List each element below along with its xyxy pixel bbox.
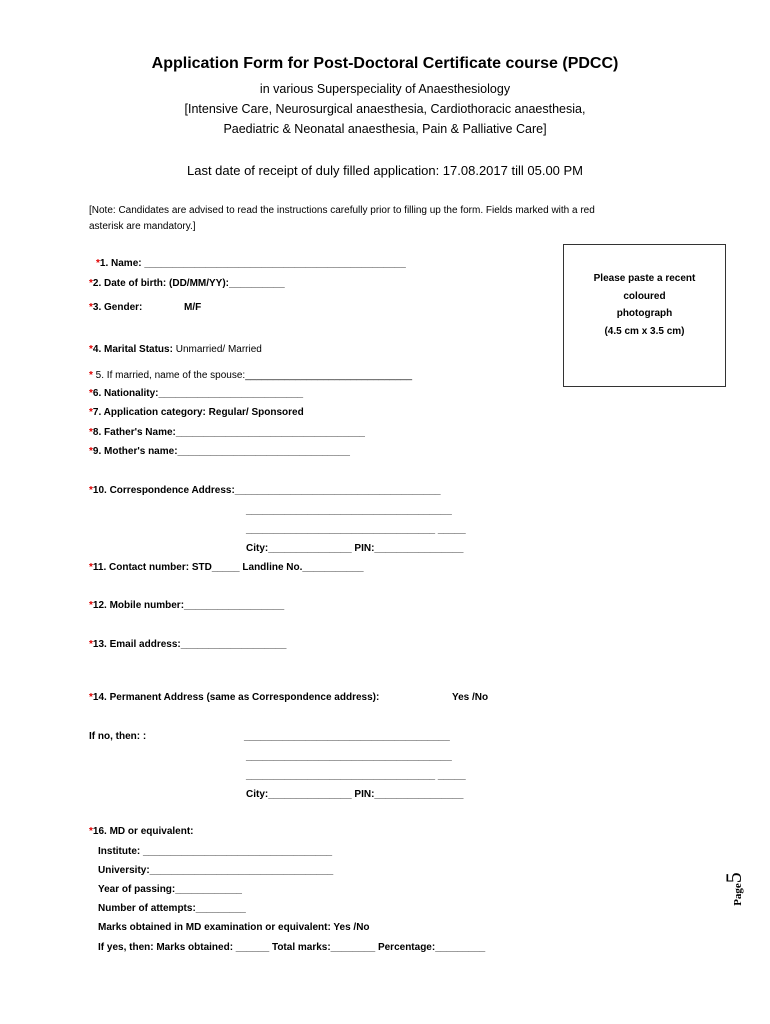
photo-instruction-4: (4.5 cm x 3.5 cm) [604,325,685,337]
permanent-line-2[interactable]: _____________________________________ [246,751,452,762]
field-gender-label: 3. Gender: [92,302,143,313]
field-nationality[interactable] [89,388,303,399]
required-asterisk: * [89,562,93,573]
field-category[interactable] [89,407,304,418]
field-correspondence-address[interactable] [89,485,441,496]
permanent-city-pin[interactable]: City:_______________ PIN:________________ [246,789,464,800]
md-marks-details[interactable]: If yes, then: Marks obtained: ______ Total marks:________ Percentage:_________ [98,942,486,953]
permanent-line-3[interactable]: __________________________________ _____ [246,770,466,781]
address-line-3[interactable]: __________________________________ _____ [246,524,466,535]
field-name[interactable] [96,258,406,269]
field-contact-label: 11. Contact number: STD_____ Landline No.___________ [92,562,364,573]
photo-box[interactable] [563,244,726,387]
field-father-name[interactable] [89,427,365,438]
field-email-label: 13. Email address:___________________ [92,639,287,650]
field-marital-status[interactable] [89,344,262,355]
field-nationality-label: 6. Nationality:__________________________ [92,388,304,399]
field-spouse[interactable] [89,370,412,381]
required-asterisk: * [89,826,93,837]
address-line-2[interactable]: _____________________________________ [246,505,452,516]
permanent-line-1[interactable]: _____________________________________ [244,731,450,742]
page-number-value: 5 [720,872,746,884]
specialities-line-2: Paediatric & Neonatal anaesthesia, Pain & Palliative Care] [223,122,547,136]
md-year-passing[interactable]: Year of passing:____________ [98,884,242,895]
field-contact-number[interactable] [89,562,364,573]
field-marital-label: 4. Marital Status: [92,344,173,355]
required-asterisk: * [89,485,93,496]
field-gender[interactable] [89,302,142,313]
field-email[interactable] [89,639,286,650]
field-permanent-address[interactable] [89,692,379,703]
field-correspondence-label: 10. Correspondence Address:_____________________________________ [92,485,441,496]
required-asterisk: * [89,407,93,418]
required-asterisk: * [89,446,93,457]
permanent-yes-no[interactable]: Yes /No [452,692,489,703]
field-dob-label: 2. Date of birth: (DD/MM/YY):__________ [92,278,285,289]
md-university[interactable]: University:_________________________________ [98,865,334,876]
gender-options[interactable]: M/F [184,302,202,313]
field-mobile-label: 12. Mobile number:__________________ [92,600,285,611]
note-line-1: [Note: Candidates are advised to read the instructions carefully prior to filling up the form. Fields marked with a red [89,205,595,216]
form-title: Application Form for Post-Doctoral Certificate course (PDCC) [151,55,619,72]
field-dob[interactable] [89,278,285,289]
required-asterisk: * [89,302,93,313]
field-name-label: 1. Name: _______________________________________________ [99,258,406,269]
note-line-2: asterisk are mandatory.] [89,221,196,232]
page-number [721,872,747,906]
required-asterisk: * [89,344,93,355]
field-mother-label: 9. Mother's name:_______________________________ [92,446,350,457]
md-attempts[interactable]: Number of attempts:_________ [98,903,246,914]
required-asterisk: * [89,427,93,438]
md-marks-question[interactable]: Marks obtained in MD examination or equivalent: Yes /No [98,922,370,933]
required-asterisk: * [89,370,93,381]
photo-instruction-2: coloured [623,290,666,302]
field-father-label: 8. Father's Name:__________________________________ [92,427,365,438]
field-md-label: 16. MD or equivalent: [92,826,194,837]
specialities-line-1: [Intensive Care, Neurosurgical anaesthesia, Cardiothoracic anaesthesia, [184,102,586,116]
required-asterisk: * [89,692,93,703]
field-category-label: 7. Application category: Regular/ Sponsored [92,407,304,418]
field-permanent-label: 14. Permanent Address (same as Correspondence address): [92,692,380,703]
marital-options: Unmarried/ Married [175,344,262,355]
photo-instruction-3: photograph [616,308,673,319]
field-spouse-label: 5. If married, name of the spouse:______________________________ [92,370,413,381]
address-city-pin[interactable]: City:_______________ PIN:________________ [246,543,464,554]
required-asterisk: * [96,258,100,269]
if-no-label: If no, then: : [89,731,147,742]
required-asterisk: * [89,278,93,289]
form-subtitle: in various Superspeciality of Anaesthesiology [259,82,511,96]
field-md [89,826,193,837]
required-asterisk: * [89,639,93,650]
md-institute[interactable]: Institute: __________________________________ [98,846,333,857]
page-label: Page [731,883,744,906]
field-mother-name[interactable] [89,446,350,457]
deadline-text: Last date of receipt of duly filled application: 17.08.2017 till 05.00 PM [186,163,584,178]
field-mobile[interactable] [89,600,284,611]
required-asterisk: * [89,388,93,399]
photo-instruction-1: Please paste a recent [593,273,696,284]
required-asterisk: * [89,600,93,611]
